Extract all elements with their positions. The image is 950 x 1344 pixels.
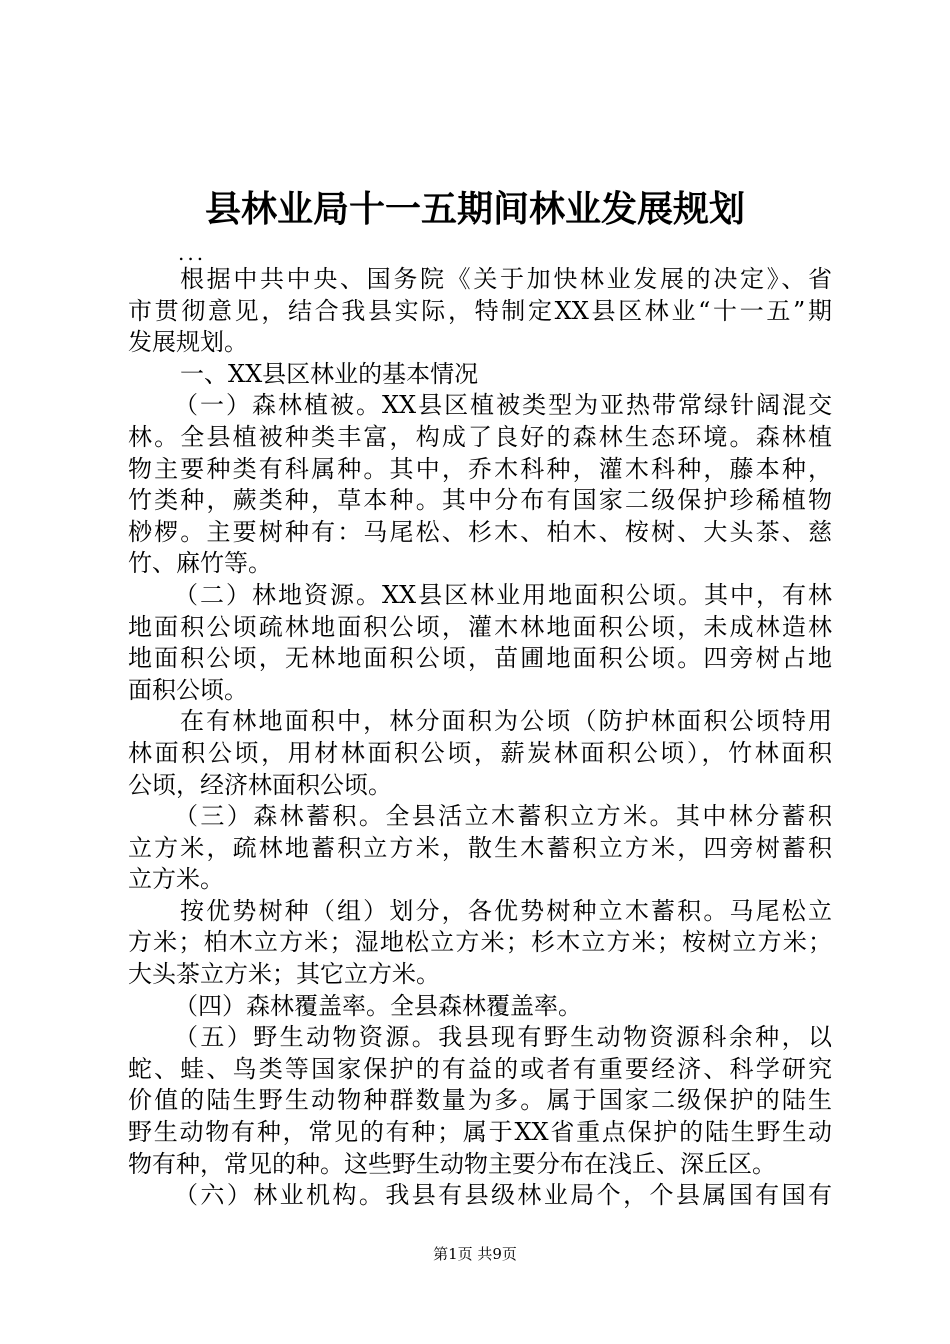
- paragraph-line: （三）森林蓄积。全县活立木蓄积立方米。其中林分蓄积: [174, 802, 832, 831]
- paragraph-line: 林。全县植被种类丰富，构成了良好的森林生态环境。森林植: [128, 422, 832, 451]
- paragraph-line: （二）林地资源。XX县区林业用地面积公顷。其中，有林: [174, 580, 832, 609]
- paragraph-line: 大头茶立方米；其它立方米。: [128, 960, 440, 989]
- paragraph-line: 按优势树种（组）划分，各优势树种立木蓄积。马尾松立: [180, 896, 832, 925]
- document-body: [128, 264, 832, 1212]
- paragraph-line: 面积公顷。: [128, 675, 248, 704]
- paragraph-line: 竹、麻竹等。: [128, 549, 272, 578]
- paragraph-line: （四）森林覆盖率。全县森林覆盖率。: [174, 991, 582, 1020]
- paragraph-line: （五）野生动物资源。我县现有野生动物资源科余种，以: [174, 1023, 832, 1052]
- paragraph-line: 价值的陆生野生动物种群数量为多。属于国家二级保护的陆生: [128, 1086, 832, 1115]
- paragraph-line: 立方米，疏林地蓄积立方米，散生木蓄积立方米，四旁树蓄积: [128, 833, 832, 862]
- paragraph-line: 桫椤。主要树种有：马尾松、杉木、柏木、桉树、大头茶、慈: [128, 517, 832, 546]
- paragraph-line: 一、XX县区林业的基本情况: [180, 359, 479, 388]
- paragraph-line: 物有种，常见的种。这些野生动物主要分布在浅丘、深丘区。: [128, 1149, 776, 1178]
- paragraph-line: 在有林地面积中，林分面积为公顷（防护林面积公顷特用: [180, 707, 832, 736]
- paragraph-line: 蛇、蛙、鸟类等国家保护的有益的或者有重要经济、科学研究: [128, 1054, 832, 1083]
- paragraph-line: 公顷，经济林面积公顷。: [128, 770, 392, 799]
- paragraph-line: 地面积公顷，无林地面积公顷，苗圃地面积公顷。四旁树占地: [128, 644, 832, 673]
- page-footer: 第1页 共9页: [433, 1245, 517, 1263]
- paragraph-line: （一）森林植被。XX县区植被类型为亚热带常绿针阔混交: [174, 391, 832, 420]
- paragraph-line: 立方米。: [128, 865, 224, 894]
- paragraph-line: 地面积公顷疏林地面积公顷，灌木林地面积公顷，未成林造林: [128, 612, 832, 641]
- ellipsis-text: ...: [178, 241, 207, 265]
- paragraph-line: 市贯彻意见，结合我县实际，特制定XX县区林业“十一五”期: [128, 296, 832, 325]
- document-title: 县林业局十一五期间林业发展规划: [204, 189, 745, 230]
- paragraph-line: （六）林业机构。我县有县级林业局个，个县属国有国有: [174, 1181, 832, 1210]
- paragraph-line: 野生动物有种，常见的有种；属于XX省重点保护的陆生野生动: [128, 1118, 832, 1147]
- paragraph-line: 竹类种，蕨类种，草本种。其中分布有国家二级保护珍稀植物: [128, 486, 832, 515]
- paragraph-line: 林面积公顷，用材林面积公顷，薪炭林面积公顷），竹林面积: [128, 738, 832, 767]
- paragraph-line: 发展规划。: [128, 328, 248, 357]
- paragraph-line: 物主要种类有科属种。其中，乔木科种，灌木科种，藤本种，: [128, 454, 832, 483]
- paragraph-line: 方米；柏木立方米；湿地松立方米；杉木立方米；桉树立方米；: [128, 928, 832, 957]
- paragraph-line: 根据中共中央、国务院《关于加快林业发展的决定》、省: [180, 265, 832, 293]
